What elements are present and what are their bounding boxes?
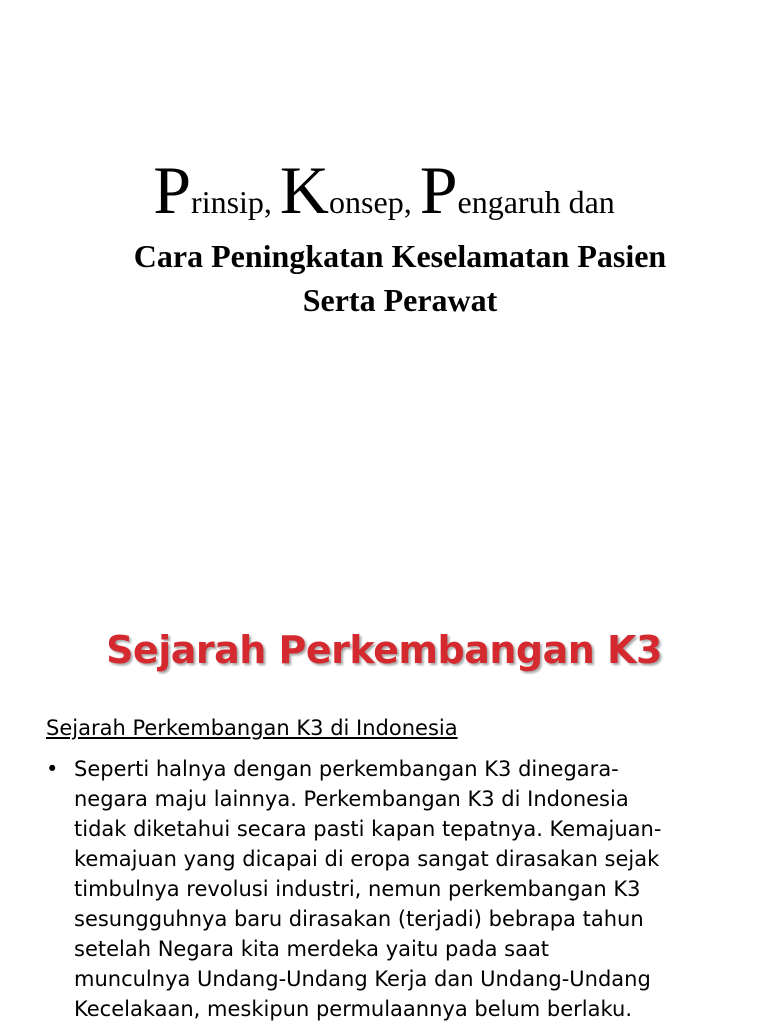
content-slide	[0, 576, 768, 1024]
subtitle-line-1: Cara Peningkatan Keselamatan Pasien	[133, 238, 667, 274]
bullet-paragraph	[74, 754, 736, 1024]
paragraph-line: munculnya Undang-Undang Kerja dan Undang-Undang	[74, 967, 651, 991]
subtitle-line-2: Serta Perawat	[302, 282, 498, 318]
bullet-item	[46, 754, 736, 1024]
paragraph-line: sesungguhnya baru dirasakan (terjadi) bebrapa tahun	[74, 907, 644, 931]
paragraph-line: timbulnya revolusi industri, nemun perkembangan K3	[74, 877, 641, 901]
paragraph-line: tidak diketahui secara pasti kapan tepatnya. Kemajuan-	[74, 817, 662, 841]
title-word-onsep: onsep,	[329, 184, 420, 220]
content-subheading: Sejarah Perkembangan K3 di Indonesia	[46, 716, 458, 740]
paragraph-line: negara maju lainnya. Perkembangan K3 di Indonesia	[74, 787, 629, 811]
paragraph-line: Seperti halnya dengan perkembangan K3 dinegara-	[74, 757, 619, 781]
title-word-engaruh: engaruh dan	[457, 184, 615, 220]
title-word-rinsip: rinsip,	[191, 184, 280, 220]
paragraph-line: kemajuan yang dicapai di eropa sangat dirasakan sejak	[74, 847, 660, 871]
title-initial-p1: P	[153, 152, 192, 228]
title-initial-p2: P	[419, 152, 458, 228]
paragraph-line: Kecelakaan, meskipun permulaannya belum berlaku.	[74, 997, 632, 1021]
title-initial-k: K	[279, 152, 330, 228]
bullet-dot-icon: •	[46, 757, 59, 781]
slide-subtitle	[40, 234, 760, 322]
paragraph-line: setelah Negara kita merdeka yaitu pada saat	[74, 937, 550, 961]
slide-title	[0, 150, 768, 242]
content-heading: Sejarah Perkembangan K3	[106, 628, 662, 672]
